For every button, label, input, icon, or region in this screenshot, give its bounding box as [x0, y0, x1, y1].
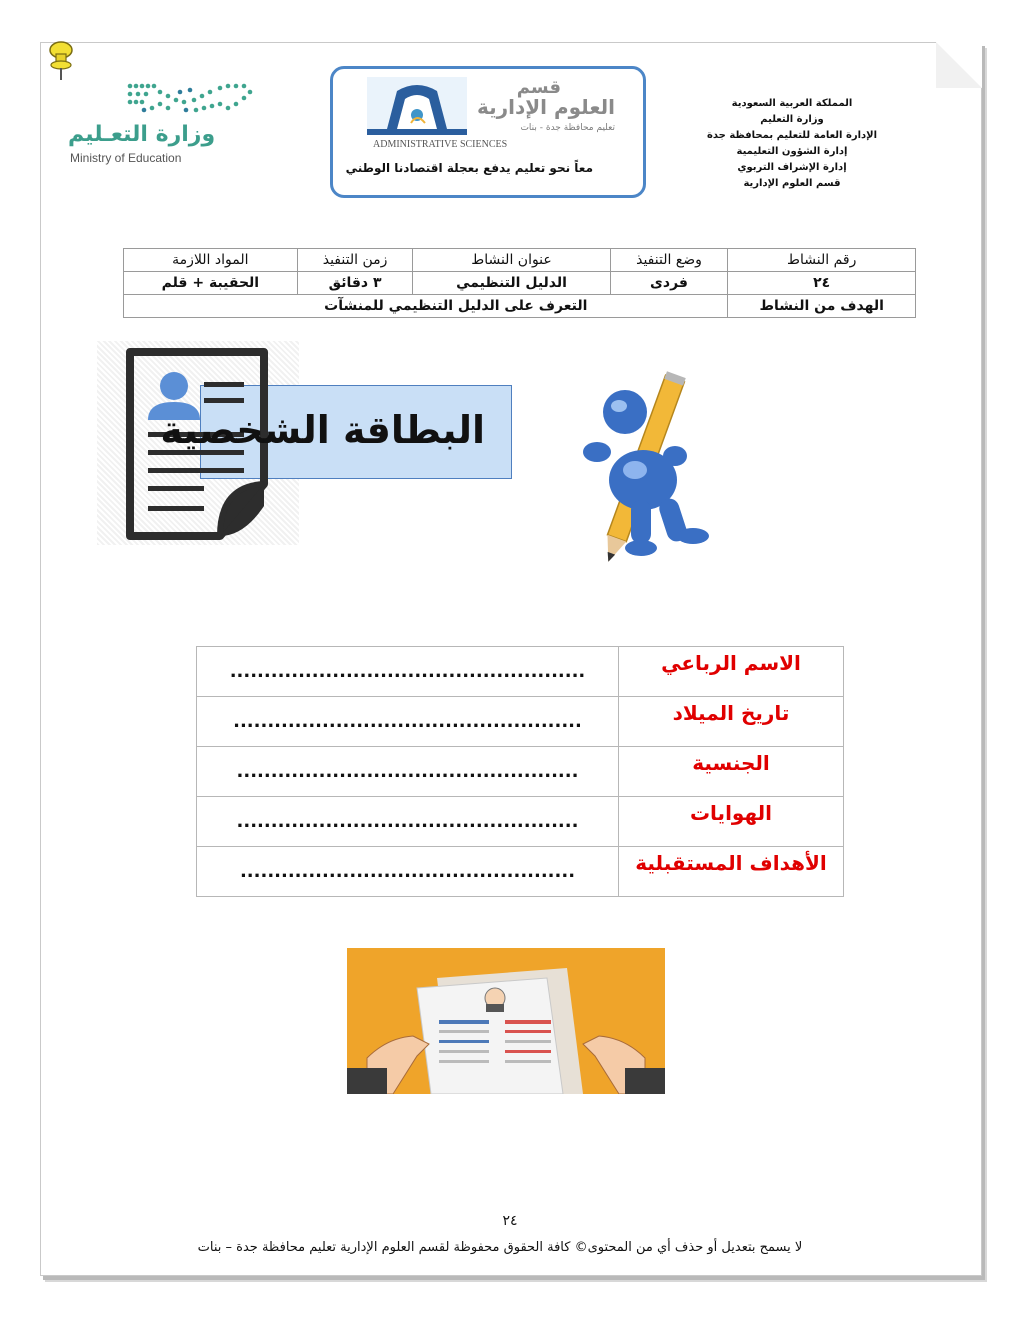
- header-line: قسم العلوم الإدارية: [743, 178, 841, 189]
- card-row: [197, 797, 844, 847]
- page-number: ٢٤: [502, 1213, 518, 1229]
- activity-value-cell: ٢٤: [728, 272, 916, 295]
- header-right-block: [662, 96, 922, 192]
- page-fold-corner: [936, 42, 982, 88]
- activity-header-cell: وضع التنفيذ: [610, 249, 728, 272]
- activity-header-row: [124, 249, 916, 272]
- resume-illustration: [347, 948, 665, 1094]
- card-fill-line[interactable]: ..................................................: [197, 747, 619, 797]
- resume-in-hands-icon: [347, 948, 665, 1094]
- card-row: [197, 647, 844, 697]
- ministry-logo-english: Ministry of Education: [70, 151, 182, 165]
- card-label: الهوايات: [619, 797, 844, 847]
- header-line: إدارة الشؤون التعليمية: [736, 146, 848, 157]
- department-emblem-icon: [367, 77, 467, 135]
- activity-value-cell: فردى: [610, 272, 728, 295]
- card-fill-line[interactable]: ....................................................: [197, 647, 619, 697]
- department-logo-box: [330, 66, 646, 198]
- header-line: إدارة الإشراف التربوي: [737, 162, 847, 173]
- card-label: الاسم الرباعي: [619, 647, 844, 697]
- card-label: الأهداف المستقبلية: [619, 847, 844, 897]
- card-fill-line[interactable]: .................................................: [197, 847, 619, 897]
- activity-header-cell: زمن التنفيذ: [297, 249, 413, 272]
- card-label: تاريخ الميلاد: [619, 697, 844, 747]
- activity-header-cell: المواد اللازمة: [124, 249, 298, 272]
- activity-header-cell: عنوان النشاط: [413, 249, 610, 272]
- header-line: الإدارة العامة للتعليم بمحافظة جدة: [706, 130, 878, 141]
- department-slogan: معاً نحو تعليم يدفع بعجلة اقتصادنا الوطني: [345, 161, 593, 175]
- card-label: الجنسية: [619, 747, 844, 797]
- department-subtitle: تعليم محافظة جدة - بنات: [520, 123, 615, 133]
- ministry-dots-emblem-icon: [124, 78, 254, 116]
- department-title-line2: العلوم الإدارية: [477, 95, 615, 119]
- header-line: وزارة التعليم: [760, 114, 824, 125]
- card-fill-line[interactable]: ...................................................: [197, 697, 619, 747]
- banner-title: البطاقة الشخصية: [160, 408, 485, 452]
- ministry-logo-arabic: وزارة التعـليم: [68, 122, 216, 147]
- activity-value-cell: ٣ دقائق: [297, 272, 413, 295]
- activity-value-row: [124, 272, 916, 295]
- header-line: المملكة العربية السعودية: [731, 98, 853, 109]
- activity-value-cell: الدليل التنظيمي: [413, 272, 610, 295]
- card-row: [197, 747, 844, 797]
- personal-card-table: [196, 646, 844, 897]
- activity-goal-label: الهدف من النشاط: [728, 295, 916, 318]
- activity-value-cell: الحقيبة + قلم: [124, 272, 298, 295]
- card-fill-line[interactable]: ..................................................: [197, 797, 619, 847]
- ministry-logo: [62, 78, 216, 168]
- card-row: [197, 847, 844, 897]
- activity-header-cell: رقم النشاط: [728, 249, 916, 272]
- card-row: [197, 697, 844, 747]
- department-english-name: ADMINISTRATIVE SCIENCES: [373, 139, 508, 150]
- footer-copyright: لا يسمح بتعديل أو حذف أي من المحتوى© كافة الحقوق محفوظة لقسم العلوم الإدارية تعليم محافظة جدة – بنات: [197, 1240, 803, 1255]
- activity-goal-value: التعرف على الدليل التنظيمي للمنشآت: [124, 295, 728, 318]
- department-title-line1: قسم: [516, 77, 561, 98]
- pushpin-icon: [46, 40, 76, 82]
- figure-with-pencil-icon: [545, 360, 725, 570]
- activity-goal-row: [124, 295, 916, 318]
- activity-info-table: [123, 248, 916, 318]
